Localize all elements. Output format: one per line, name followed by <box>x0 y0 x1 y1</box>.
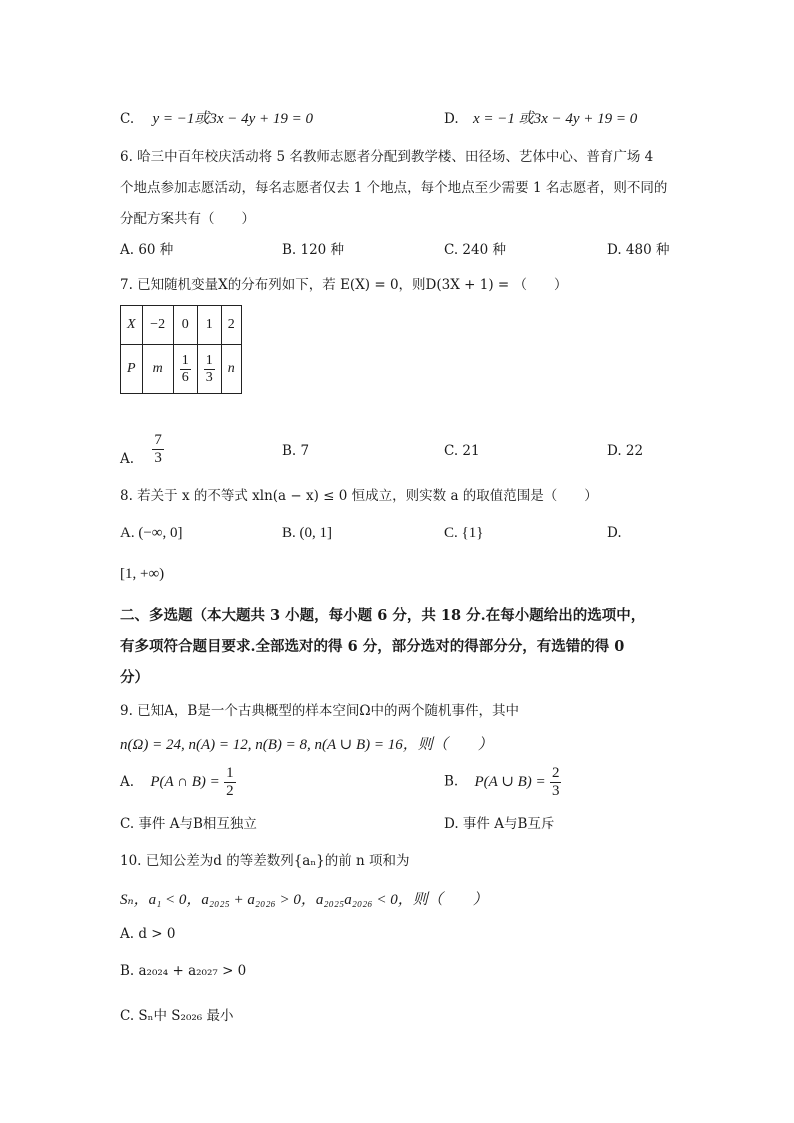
q7-option-b: B. 7 <box>282 443 310 459</box>
table-cell: −2 <box>142 306 173 345</box>
section-heading-line2: 有多项符合题目要求.全部选对的得 6 分，部分选对的得部分分，有选错的得 0 <box>120 638 625 655</box>
table-row <box>121 345 242 394</box>
q9-condition: n(Ω) = 24, n(A) = 12, n(B) = 8, n(A ∪ B) = 16，则（ ） <box>120 737 493 753</box>
q8-option-d-value: [1, +∞) <box>120 566 165 582</box>
option-label: B. <box>444 773 459 790</box>
q6-stem-line1: 6. 哈三中百年校庆活动将 5 名教师志愿者分配到教学楼、田径场、艺体中心、普育广场 4 <box>120 149 654 165</box>
fraction-numerator: 7 <box>154 432 162 448</box>
fraction-numerator: 1 <box>226 765 234 781</box>
q7-option-c: C. 21 <box>444 443 480 459</box>
table-cell: 2 <box>221 306 241 345</box>
table-cell <box>173 345 197 394</box>
q8-option-a: A. (−∞, 0] <box>120 525 183 541</box>
q5-option-c <box>120 107 313 128</box>
q6-option-a: A. 60 种 <box>120 242 174 258</box>
table-cell: n <box>221 345 241 394</box>
q10-condition: Sₙ，a₁ < 0，a₂₀₂₅ + a₂₀₂₆ > 0，a₂₀₂₅a₂₀₂₆ < 0，则（ ） <box>120 892 488 908</box>
fraction-denominator: 2 <box>226 782 234 799</box>
table-cell: m <box>142 345 173 394</box>
fraction <box>152 432 164 466</box>
option-label: C. <box>120 111 135 127</box>
q5-option-c-text: y = −1或3x − 4y + 19 = 0 <box>152 111 314 127</box>
option-label: A. <box>120 773 135 790</box>
q9-option-b <box>444 765 561 799</box>
fraction-denominator: 3 <box>154 449 162 466</box>
q10-option-c: C. Sₙ中 S₂₀₂₆ 最小 <box>120 1008 234 1024</box>
fraction-numerator: 1 <box>181 353 189 369</box>
table-cell: 1 <box>197 306 221 345</box>
q9-option-a-expr: P(A ∩ B) = <box>150 773 220 790</box>
q6-option-c: C. 240 种 <box>444 242 506 258</box>
q9-option-d: D. 事件 A与B互斥 <box>444 816 555 832</box>
table-row <box>121 306 242 345</box>
q6-option-b: B. 120 种 <box>282 242 345 258</box>
option-label: D. <box>444 111 459 127</box>
fraction-denominator: 6 <box>181 369 189 385</box>
q7-stem: 7. 已知随机变量X的分布列如下，若 E(X) = 0，则D(3X + 1) = （ ） <box>120 277 568 293</box>
q9-option-b-expr: P(A ∪ B) = <box>474 773 546 790</box>
table-cell <box>197 345 221 394</box>
q10-option-a: A. d > 0 <box>120 926 176 942</box>
q8-option-d: D. <box>607 525 622 541</box>
fraction-denominator: 3 <box>205 369 213 385</box>
option-label: A. <box>120 450 135 467</box>
fraction-numerator: 2 <box>551 765 560 781</box>
section-heading-line3: 分） <box>120 669 149 686</box>
q8-option-b: B. (0, 1] <box>282 525 332 541</box>
q10-option-b: B. a₂₀₂₄ + a₂₀₂₇ > 0 <box>120 963 247 979</box>
fraction <box>204 353 215 385</box>
fraction-numerator: 1 <box>205 353 213 369</box>
fraction <box>180 353 191 385</box>
table-cell: P <box>121 345 143 394</box>
fraction <box>224 765 236 799</box>
q5-option-d <box>444 107 637 128</box>
table-cell: 0 <box>173 306 197 345</box>
fraction <box>550 765 562 799</box>
q6-stem-line3: 分配方案共有（ ） <box>120 211 255 227</box>
q10-stem: 10. 已知公差为d 的等差数列{aₙ}的前 n 项和为 <box>120 853 410 869</box>
q9-option-a <box>120 765 236 799</box>
table-cell: X <box>121 306 143 345</box>
fraction-denominator: 3 <box>551 782 560 799</box>
q8-stem: 8. 若关于 x 的不等式 xln(a − x) ≤ 0 恒成立，则实数 a 的取值范围是（ ） <box>120 488 598 504</box>
q8-option-c: C. {1} <box>444 525 484 541</box>
q6-option-d: D. 480 种 <box>607 242 670 258</box>
q9-option-c: C. 事件 A与B相互独立 <box>120 816 257 832</box>
section-heading-line1: 二、多选题（本大题共 3 小题，每小题 6 分，共 18 分.在每小题给出的选项中， <box>120 607 646 624</box>
q7-option-d: D. 22 <box>607 443 644 459</box>
q5-option-d-text: x = −1 或3x − 4y + 19 = 0 <box>472 111 638 127</box>
q6-stem-line2: 个地点参加志愿活动，每名志愿者仅去 1 个地点，每个地点至少需要 1 名志愿者，则不同的 <box>120 180 668 196</box>
distribution-table <box>120 305 242 394</box>
q7-option-a <box>120 432 164 466</box>
q9-stem: 9. 已知A，B是一个古典概型的样本空间Ω中的两个随机事件，其中 <box>120 703 520 719</box>
